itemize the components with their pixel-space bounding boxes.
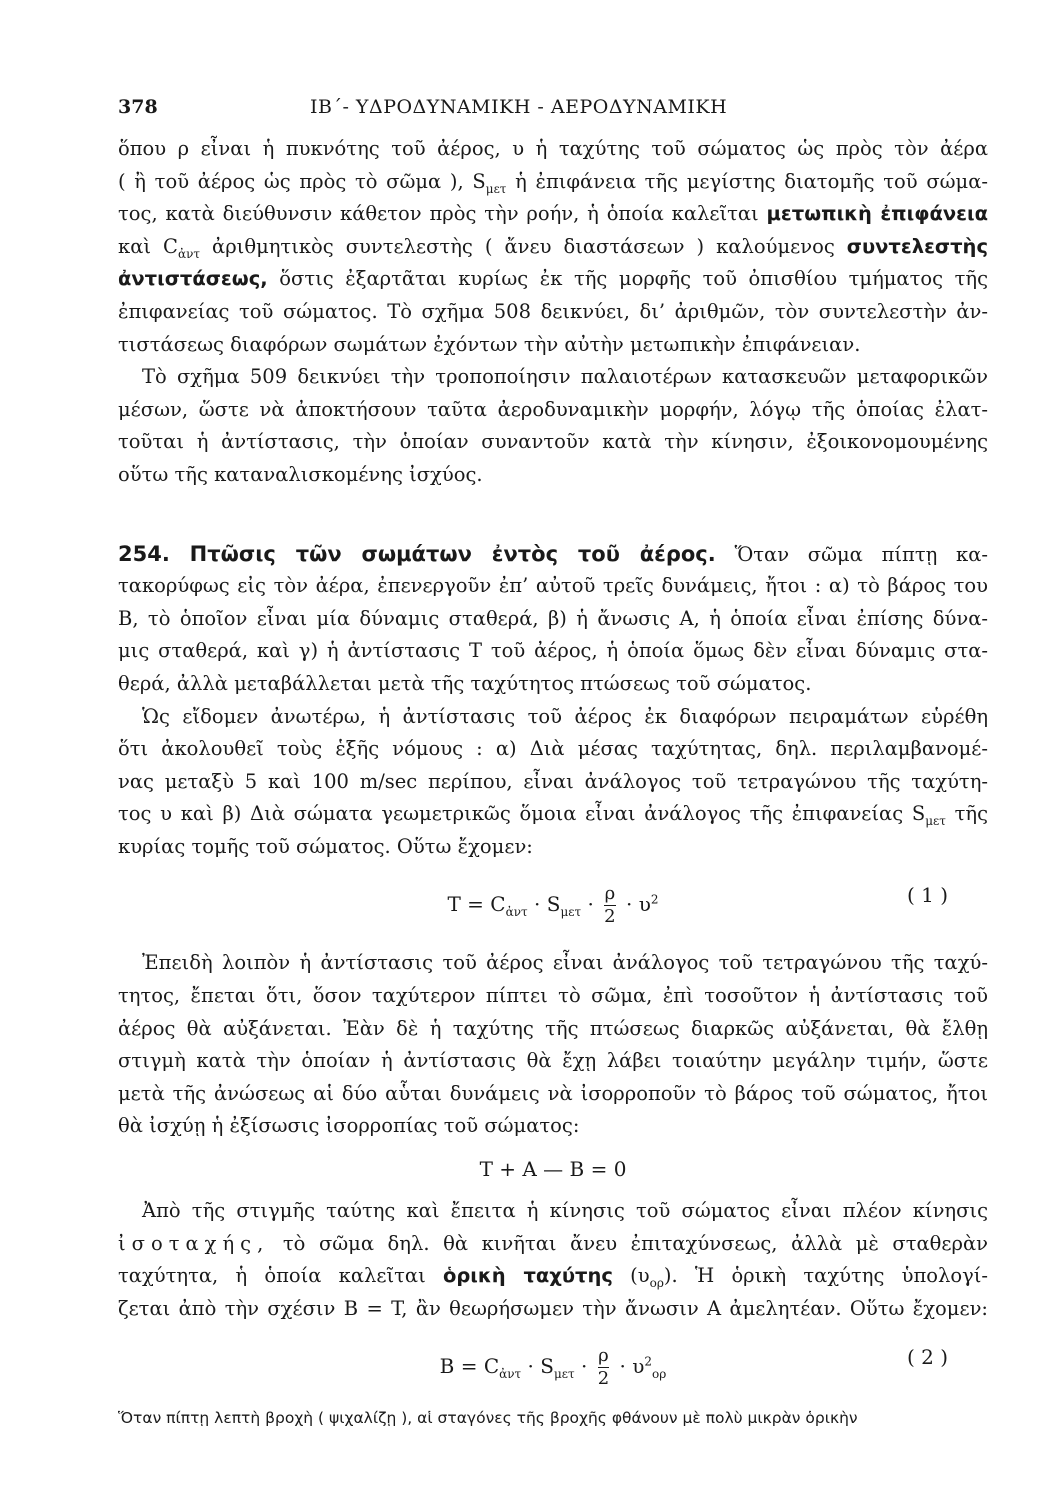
text-line: Ἐπειδὴ λοιπὸν ἡ ἀντίστασις τοῦ ἀέρος εἶναι ἀνάλογος τοῦ τετραγώνου τῆς ταχύ- <box>142 951 988 975</box>
text-line: τητος, ἔπεται ὅτι, ὅσον ταχύτερον πίπτει τὸ σῶμα, ἐπὶ τοσοῦτον ἡ ἀντίστασις τοῦ <box>118 984 988 1008</box>
running-title: ΙΒ΄- ΥΔΡΟΔΥΝΑΜΙΚΗ - ΑΕΡΟΔΥΝΑΜΙΚΗ <box>310 96 728 118</box>
formula-expression: $T = C_{ἀ\nu\tau} \cdot S_{\mu\varepsilon\tau}$ · $\frac{\rho}{2}$ · $\upsilon^2$ <box>447 883 659 928</box>
text-line: Τὸ σχῆμα 509 δεικνύει τὴν τροποποίησιν παλαιοτέρων κατασκευῶν μεταφορικῶν <box>142 365 988 389</box>
paragraph-terminal-intro <box>118 947 988 1143</box>
paragraph-drag-definitions <box>118 133 988 361</box>
text-line: ὅτι ἀκολουθεῖ τοὺς ἑξῆς νόμους : α) Διὰ μέσας ταχύτητας, δηλ. περιλαμβανομέ- <box>118 737 988 761</box>
equation-number: ( 2 ) <box>906 1345 948 1370</box>
footnote-line: Ὅταν πίπτῃ λεπτὴ βροχὴ ( ψιχαλίζῃ ), αἱ σταγόνες τῆς βροχῆς φθάνουν μὲ πολὺ μικρὰν ὁρικὴν <box>118 1409 858 1428</box>
formula-2 <box>118 1333 988 1395</box>
text-line: οὕτω τῆς καταναλισκομένης ἰσχύος. <box>118 462 483 486</box>
text-line: ἰσοταχής, τὸ σῶμα δηλ. θὰ κινῆται ἄνευ ἐπιταχύνσεως, ἀλλὰ μὲ σταθερὰν <box>118 1231 988 1255</box>
term-terminal-velocity: ὁρικὴ ταχύτης <box>442 1264 613 1288</box>
text-line: ἀέρος θὰ αὐξάνεται. Ἐὰν δὲ ἡ ταχύτης τῆς πτώσεως διαρκῶς αὐξάνεται, θὰ ἔλθῃ <box>118 1016 988 1040</box>
section-heading: 254. Πτῶσις τῶν σωμάτων ἐντὸς τοῦ ἀέρος. <box>118 541 716 566</box>
term-frontal-area: μετωπικὴ ἐπιφάνεια <box>766 202 988 226</box>
text-line: μέσων, ὥστε νὰ ἀποκτήσουν ταῦτα ἀεροδυναμικὴν μορφήν, λόγῳ τῆς ὁποίας ἐλατ- <box>118 397 988 421</box>
text-line: θερά, ἀλλὰ μεταβάλλεται μετὰ τῆς ταχύτητος πτώσεως τοῦ σώματος. <box>118 671 812 695</box>
text-line: ( ἢ τοῦ ἀέρος ὡς πρὸς τὸ σῶμα ), $S_{\mu\varepsilon\tau}$ ἡ ἐπιφάνεια τῆς μεγίστης διατομῆς τοῦ σώμα- <box>118 169 988 196</box>
text-line: καὶ $C_{ἀ\nu\tau}$ ἀριθμητικὸς συντελεστὴς ( ἄνευ διαστάσεων ) καλούμενος συντελεστὴς <box>118 234 988 261</box>
text-line: τοῦται ἡ ἀντίστασις, τὴν ὁποίαν συναντοῦν κατὰ τὴν κίνησιν, ἐξοικονομουμένης <box>118 430 988 454</box>
equation-number: ( 1 ) <box>906 883 948 908</box>
section-254 <box>118 538 988 701</box>
fraction: $\frac{\rho}{2}$ <box>604 883 616 928</box>
text-line: μετὰ τῆς ἀνώσεως αἱ δύο αὗται δυνάμεις νὰ ἰσορροποῦν τὸ βάρος τοῦ σώματος, ἤτοι <box>118 1081 988 1105</box>
text-line: ἐπιφανείας τοῦ σώματος. Τὸ σχῆμα 508 δεικνύει, δι’ ἀριθμῶν, τὸν συντελεστὴν ἀν- <box>118 299 988 323</box>
text-line: ὅπου ρ εἶναι ἡ πυκνότης τοῦ ἀέρος, υ ἡ ταχύτης τοῦ σώματος ὡς πρὸς τὸν ἀέρα <box>118 137 988 160</box>
page-body <box>118 133 988 1427</box>
text-line: τιστάσεως διαφόρων σωμάτων ἐχόντων τὴν αὐτὴν μετωπικὴν ἐπιφάνειαν. <box>118 332 861 356</box>
term-drag-coefficient: συντελεστὴς <box>846 234 988 258</box>
text-line: ἀντιστάσεως, ὅστις ἐξαρτᾶται κυρίως ἐκ τῆς μορφῆς τοῦ ὀπισθίου τμήματος τῆς <box>118 267 988 291</box>
paragraph-fig-509 <box>118 361 988 491</box>
text-line: κυρίας τομῆς τοῦ σώματος. Οὕτω ἔχομεν: <box>118 834 533 858</box>
text-line: ζεται ἀπὸ τὴν σχέσιν B = T, ἂν θεωρήσωμεν τὴν ἄνωσιν Α ἀμελητέαν. Οὕτω ἔχομεν: <box>118 1296 988 1320</box>
term-drag-coefficient-cont: ἀντιστάσεως, <box>118 267 268 291</box>
equilibrium-equation: T + A — B = 0 <box>479 1157 627 1182</box>
page-number: 378 <box>118 96 158 118</box>
text-line: θὰ ἰσχύῃ ἡ ἐξίσωσις ἰσορροπίας τοῦ σώματος: <box>118 1114 580 1138</box>
text-line: Ἀπὸ τῆς στιγμῆς ταύτης καὶ ἔπειτα ἡ κίνησις τοῦ σώματος εἶναι πλέον κίνησις <box>142 1199 988 1223</box>
paragraph-terminal-velocity <box>118 1195 988 1325</box>
text-line: τος, κατὰ διεύθυνσιν κάθετον πρὸς τὴν ροήν, ἡ ὁποία καλεῖται μετωπικὴ ἐπιφάνεια <box>118 202 988 226</box>
text-line: ταχύτητα, ἡ ὁποία καλεῖται ὁρικὴ ταχύτης $(\upsilon_{o\rho})$. Ἡ ὁρικὴ ταχύτης ὑπολογί- <box>118 1264 988 1291</box>
text-line: Β, τὸ ὁποῖον εἶναι μία δύναμις σταθερά, β) ἡ ἄνωσις Α, ἡ ὁποία εἶναι ἐπίσης δύνα- <box>118 606 988 630</box>
text-line: 254. Πτῶσις τῶν σωμάτων ἐντὸς τοῦ ἀέρος. Ὅταν σῶμα πίπτῃ κα- <box>118 541 988 566</box>
formula-1 <box>118 871 988 933</box>
text-line: Ὡς εἴδομεν ἀνωτέρω, ἡ ἀντίστασις τοῦ ἀέρος ἐκ διαφόρων πειραμάτων εὑρέθη <box>142 704 988 728</box>
text-line: μις σταθερά, καὶ γ) ἡ ἀντίστασις Τ τοῦ ἀέρος, ἡ ὁποία ὅμως δὲν εἶναι δύναμις στα- <box>118 639 988 663</box>
text-line: τακορύφως εἰς τὸν ἀέρα, ἐπενεργοῦν ἐπ’ αὐτοῦ τρεῖς δυνάμεις, ἤτοι : α) τὸ βάρος του <box>118 574 988 598</box>
fraction: $\frac{\rho}{2}$ <box>597 1345 610 1390</box>
text-line: νας μεταξὺ 5 καὶ 100 m/sec περίπου, εἶναι ἀνάλογος τοῦ τετραγώνου τῆς ταχύτη- <box>118 769 988 793</box>
formula-expression: $B = C_{ἀ\nu\tau} \cdot S_{\mu\varepsilon\tau}$ · $\frac{\rho}{2}$ · $\upsilon^2_{o\rho}$ <box>439 1345 667 1390</box>
text-line: τος υ καὶ β) Διὰ σώματα γεωμετρικῶς ὅμοια εἶναι ἀνάλογος τῆς ἐπιφανείας $S_{\mu\varepsilon\tau}$ τῆς <box>118 802 988 829</box>
paragraph-laws <box>118 701 988 864</box>
spaced-term: ἰσοταχής, <box>118 1231 270 1255</box>
page-header <box>118 96 988 126</box>
text-line: στιγμὴ κατὰ τὴν ὁποίαν ἡ ἀντίστασις θὰ ἔχῃ λάβει τοιαύτην μεγάλην τιμήν, ὥστε <box>118 1049 988 1073</box>
